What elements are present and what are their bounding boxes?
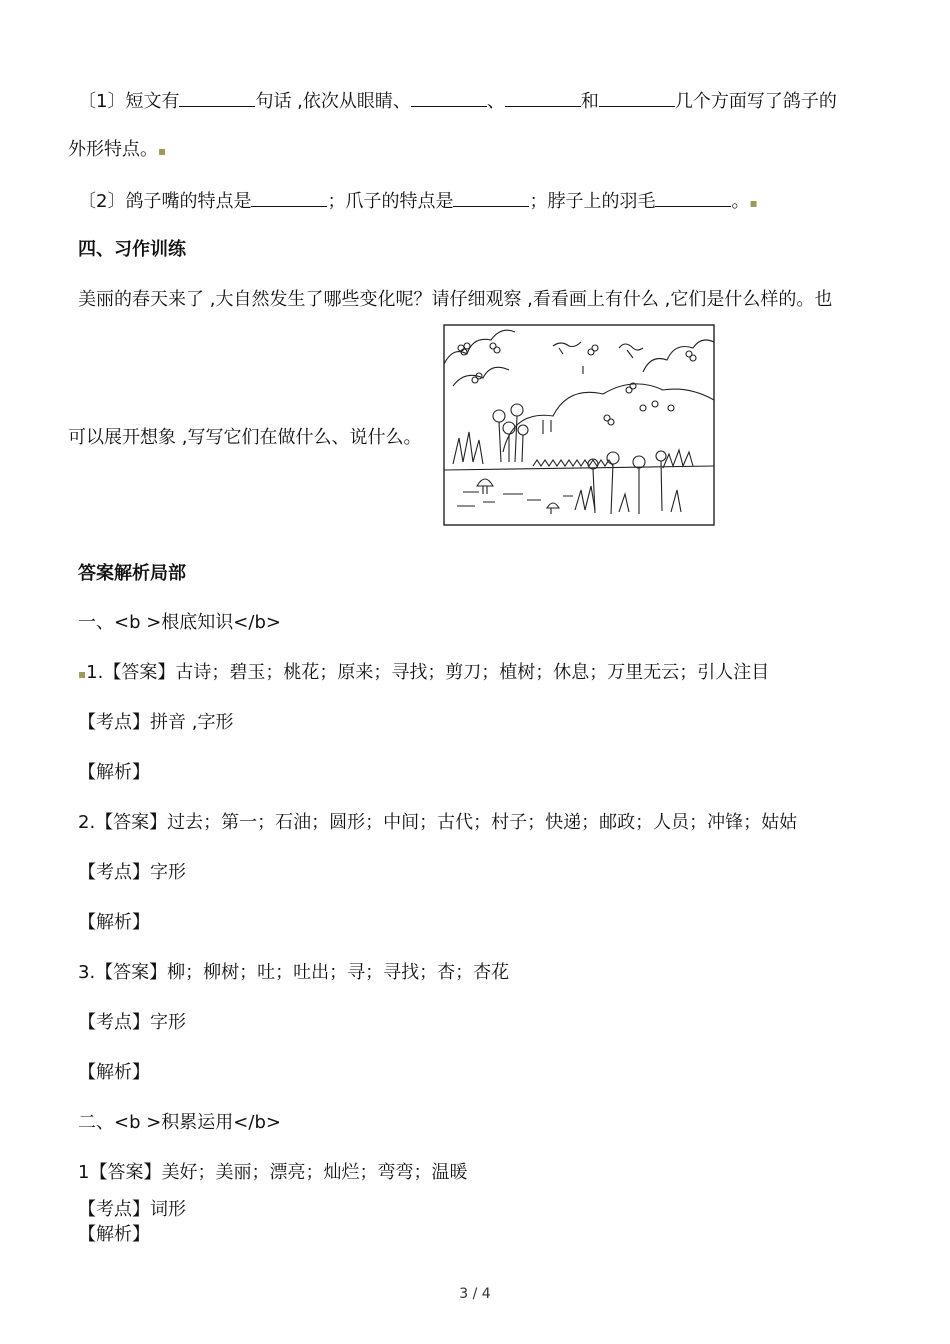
answer-1 <box>78 661 769 686</box>
answer-blank <box>251 188 327 207</box>
answer-blank <box>411 88 487 107</box>
answer-3: 3.【答案】柳；柳树；吐；吐出；寻；寻找；杏；杏花 <box>78 962 510 983</box>
answer-1-text: 1.【答案】古诗；碧玉；桃花；原来；寻找；剪刀；植树；休息；万里无云；引人注目 <box>86 662 770 683</box>
section-4-prompt-line-2: 可以展开想象 ,写写它们在做什么、说什么。 <box>68 427 422 448</box>
question-2-line <box>78 188 758 215</box>
q1-mid: 句话 ,依次从眼睛、 <box>255 91 411 112</box>
answer-blank <box>655 188 731 207</box>
answer-2-analysis: 【解析】 <box>78 912 150 933</box>
answers-part-2-title: 二、<b >积累运用</b> <box>78 1112 281 1133</box>
answer-3-analysis: 【解析】 <box>78 1062 150 1083</box>
answer-1-point: 【考点】拼音 ,字形 <box>78 712 234 733</box>
answer-b1-point: 【考点】词形 <box>78 1199 186 1220</box>
answer-2: 2.【答案】过去；第一；石油；圆形；中间；古代；村子；快递；邮政；人员；冲锋；姑姑 <box>78 812 798 833</box>
q2-mid1: ；爪子的特点是 <box>327 191 454 212</box>
q1-and: 和 <box>580 91 599 112</box>
dot-mark: ▪ <box>749 196 758 210</box>
answer-blank <box>453 188 529 207</box>
q2-mid2: ；脖子上的羽毛 <box>529 191 656 212</box>
answers-part-1-title: 一、<b >根底知识</b> <box>78 612 281 633</box>
q2-end: 。 <box>731 191 750 212</box>
section-4-heading: 四、习作训练 <box>78 239 186 260</box>
spring-scene-illustration <box>443 324 715 526</box>
q1-sep: 、 <box>486 91 505 112</box>
q1-cont: 外形特点。 <box>68 139 158 160</box>
question-1-continuation <box>68 138 166 163</box>
question-1-line <box>78 88 837 114</box>
answer-blank <box>179 88 255 107</box>
q1-prefix: 〔1〕短文有 <box>78 91 180 112</box>
answer-blank <box>505 88 581 107</box>
answer-2-point: 【考点】字形 <box>78 862 186 883</box>
answer-b1-analysis: 【解析】 <box>78 1224 150 1245</box>
answers-heading: 答案解析局部 <box>78 563 186 584</box>
page-number: 3 / 4 <box>459 1286 491 1302</box>
q1-tail: 几个方面写了鸽子的 <box>674 91 837 112</box>
dot-mark: ▪ <box>78 667 87 681</box>
q2-prefix: 〔2〕鸽子嘴的特点是 <box>78 191 252 212</box>
answer-b1: 1【答案】美好；美丽；漂亮；灿烂；弯弯；温暖 <box>78 1162 468 1183</box>
section-4-prompt-line-1: 美丽的春天来了 ,大自然发生了哪些变化呢？请仔细观察 ,看看画上有什么 ,它们是什么样的。也 <box>78 289 833 310</box>
dot-mark: ▪ <box>158 144 167 158</box>
answer-1-analysis: 【解析】 <box>78 762 150 783</box>
answer-blank <box>599 88 675 107</box>
answer-3-point: 【考点】字形 <box>78 1012 186 1033</box>
